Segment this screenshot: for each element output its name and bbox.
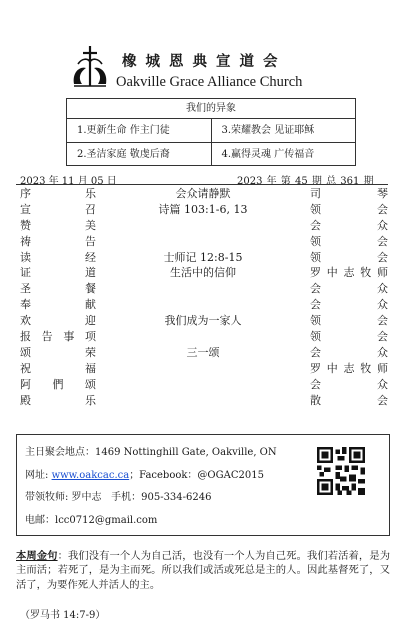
service-item-responsible: 罗 中 志 牧 师: [310, 266, 388, 280]
email: lcc0712@gmail.com: [55, 515, 158, 526]
service-item-detail: 三一颂: [186, 345, 220, 359]
service-item-responsible: 会 众: [310, 377, 388, 391]
service-item-responsible: 领 会: [310, 202, 388, 216]
pastor: 带领牧师: 罗中志: [25, 492, 102, 503]
website-line: [25, 466, 264, 481]
facebook: ；Facebook：@OGAC2015: [129, 470, 264, 481]
vision-item: 4.赢得灵魂 广传福音: [211, 143, 356, 166]
service-item-responsible: 领 会: [310, 250, 388, 264]
service-item-name: 阿 們 颂: [20, 377, 96, 391]
website-label: 网址:: [25, 470, 52, 481]
service-row: [18, 265, 390, 281]
vision-item: 3.荣耀教会 见证耶稣: [211, 119, 356, 142]
address: 1469 Nottinghill Gate, Oakville, ON: [95, 447, 277, 458]
service-item-name: 欢 迎: [20, 314, 96, 328]
service-item-name: 证 道: [20, 266, 96, 280]
service-item-responsible: 会 众: [310, 345, 388, 359]
service-item-name: 殿 乐: [20, 393, 96, 407]
service-item-detail: 我们成为一家人: [164, 314, 242, 328]
service-row: [18, 313, 390, 329]
service-item-detail: 士师记 12:8-15: [163, 250, 243, 264]
service-row: [18, 234, 390, 250]
service-item-responsible: 会 众: [310, 298, 388, 312]
service-item-detail: 诗篇 103:1-6, 13: [158, 202, 248, 216]
email-line: [25, 511, 157, 526]
church-logo: [70, 44, 108, 88]
service-item-responsible: 领 会: [310, 330, 388, 344]
divider: [16, 184, 388, 185]
service-item-name: 奉 献: [20, 298, 96, 312]
service-row: [18, 377, 390, 393]
church-name-english: Oakville Grace Alliance Church: [116, 74, 303, 90]
vision-title: 我们的异象: [67, 99, 355, 119]
church-info-box: [16, 434, 390, 536]
service-item-name: 圣 餐: [20, 282, 96, 296]
service-item-responsible: 散 会: [310, 393, 388, 407]
service-row: [18, 202, 390, 218]
service-row: [18, 186, 390, 202]
service-item-responsible: 司 琴: [310, 187, 388, 200]
vision-item: 2.圣洁家庭 敬虔后裔: [77, 149, 170, 160]
service-row: [18, 218, 390, 234]
phone: 手机：905-334-6246: [111, 492, 212, 503]
service-row: [18, 297, 390, 313]
service-item-detail: 生活中的信仰: [170, 266, 236, 280]
order-of-service: [18, 186, 390, 408]
service-item-name: 祷 告: [20, 234, 96, 248]
service-item-name: 报 告 事 项: [20, 330, 96, 344]
qr-code-icon: [317, 447, 365, 495]
service-item-name: 颂 荣: [20, 345, 96, 359]
bulletin-date: 2023 年 11 月 05 日: [20, 176, 117, 187]
church-name-chinese: 橡城恩典宣道会: [122, 53, 287, 70]
service-item-responsible: 领 会: [310, 234, 388, 248]
service-row: [18, 329, 390, 345]
service-item-responsible: 会 众: [310, 218, 388, 232]
service-item-name: 序 乐: [20, 187, 96, 200]
weekly-verse-label: 本周金句: [16, 550, 58, 562]
website-link[interactable]: www.oakcac.ca: [51, 470, 130, 481]
weekly-verse: [16, 549, 390, 592]
email-label: 电邮：: [25, 515, 55, 526]
service-row: [18, 361, 390, 377]
weekly-verse-reference: （罗马书 14:7-9）: [20, 610, 106, 621]
vision-item: 1.更新生命 作主门徒: [77, 125, 170, 136]
weekly-verse-text: ：我们没有一个人为自己活，也没有一个人为自己死。我们若活着，是为主而活；若死了，是为主而死。所以我们或活或死总是主的人。因此基督死了，又活了，为要作死人并活人的主。: [16, 550, 391, 591]
service-row: [18, 345, 390, 361]
service-item-name: 读 经: [20, 250, 96, 264]
service-row: [18, 250, 390, 266]
service-item-responsible: 领 会: [310, 314, 388, 328]
address-line: [25, 443, 277, 458]
service-item-responsible: 罗 中 志 牧 师: [310, 361, 388, 375]
service-item-name: 赞 美: [20, 218, 96, 232]
pastor-line: [25, 488, 212, 503]
address-label: 主日聚会地点：: [25, 447, 95, 458]
service-item-name: 宣 召: [20, 202, 96, 216]
vision-table: [66, 98, 356, 166]
service-item-detail: 会众请静默: [175, 187, 231, 200]
service-item-name: 祝 福: [20, 361, 96, 375]
service-item-responsible: 会 众: [310, 282, 388, 296]
bulletin-issue: 2023 年 第 45 期 总 361 期: [237, 176, 374, 187]
service-row: [18, 393, 390, 409]
service-row: [18, 281, 390, 297]
